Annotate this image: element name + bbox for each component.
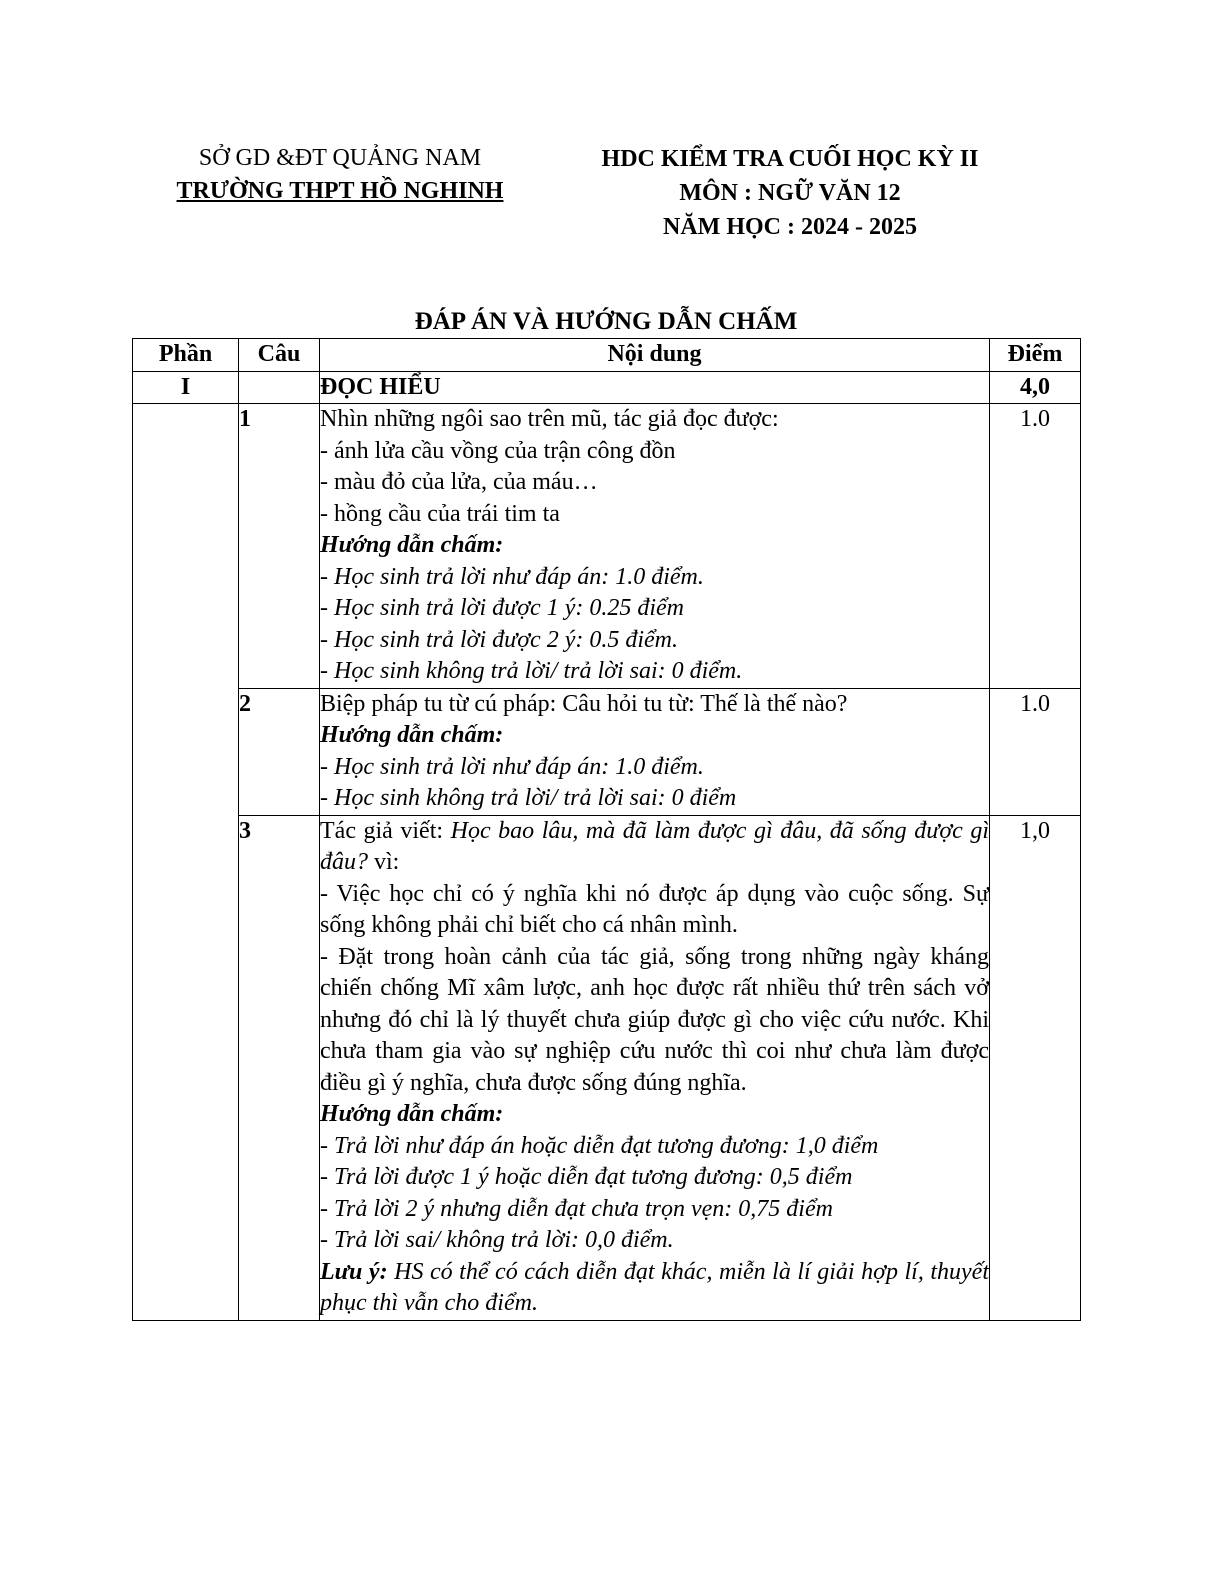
- answer-line: - màu đỏ của lửa, của máu…: [320, 469, 598, 495]
- answer-paragraph: - Việc học chỉ có ý nghĩa khi nó được áp dụng vào cuộc sống. Sự sống không phải chỉ biết cho cá nhân mình.: [320, 880, 989, 938]
- intro-quote: Học bao lâu, mà đã làm được gì đâu, đã sống được gì đâu?: [320, 817, 989, 875]
- guide-label: Hướng dẫn chấm:: [320, 1101, 504, 1127]
- question-number: 1: [239, 404, 320, 689]
- answer-intro: [320, 816, 989, 879]
- intro-text: Tác giả viết:: [320, 817, 451, 844]
- section-content: ĐỌC HIỂU: [320, 371, 990, 404]
- header-noi-dung: Nội dung: [320, 339, 990, 372]
- guide-line: - Trả lời như đáp án hoặc diễn đạt tương đương: 1,0 điểm: [320, 1132, 879, 1159]
- question-score: 1.0: [990, 688, 1081, 815]
- answer-line: - ánh lửa cầu vồng của trận công đồn: [320, 437, 676, 464]
- question-number: 3: [239, 815, 320, 1320]
- guide-line: - Học sinh trả lời được 1 ý: 0.25 điểm: [320, 595, 684, 621]
- question-content: [320, 404, 990, 689]
- question-score: 1.0: [990, 404, 1081, 689]
- question-row-2: [133, 688, 1081, 815]
- section-row: [133, 371, 1081, 404]
- question-number: 2: [239, 688, 320, 815]
- department-name: SỞ GD &ĐT QUẢNG NAM: [198, 145, 482, 171]
- question-content: [320, 688, 990, 815]
- answer-line: Biệp pháp tu từ cú pháp: Câu hỏi tu từ: Thế là thế nào?: [320, 690, 848, 717]
- guide-line: - Trả lời sai/ không trả lời: 0,0 điểm.: [320, 1227, 674, 1253]
- question-score: 1,0: [990, 815, 1081, 1320]
- answer-line: Nhìn những ngôi sao trên mũ, tác giả đọc được:: [320, 406, 779, 432]
- section-score: 4,0: [990, 371, 1081, 404]
- header-cau: Câu: [239, 339, 320, 372]
- answer-paragraph: - Đặt trong hoàn cảnh của tác giả, sống trong những ngày kháng chiến chống Mĩ xâm lược, anh học được rất nhiều thứ trên sách vở nhưng đó chỉ là lý thuyết chưa giúp được gì cho việc cứu nước. Khi chưa tham gia vào sự nghiệp cứu nước thì coi như chưa làm được điều gì ý nghĩa, chưa được sống đúng nghĩa.: [320, 943, 989, 1096]
- guide-line: - Học sinh trả lời được 2 ý: 0.5 điểm.: [320, 626, 678, 653]
- guide-line: - Trả lời được 1 ý hoặc diễn đạt tương đương: 0,5 điểm: [320, 1164, 853, 1190]
- intro-end: vì:: [368, 849, 400, 875]
- note-label: Lưu ý:: [320, 1258, 388, 1285]
- header-phan: Phần: [133, 339, 239, 372]
- note-text: HS có thể có cách diễn đạt khác, miễn là lí giải hợp lí, thuyết phục thì vẫn cho điểm.: [320, 1258, 989, 1316]
- answer-line: - hồng cầu của trái tim ta: [320, 500, 560, 527]
- question-row-1: [133, 404, 1081, 689]
- subject-line: MÔN : NGỮ VĂN 12: [679, 180, 901, 206]
- school-year: NĂM HỌC : 2024 - 2025: [663, 214, 917, 240]
- guide-label: Hướng dẫn chấm:: [320, 722, 504, 748]
- section-cau-empty: [239, 371, 320, 404]
- grading-table: [132, 338, 1081, 1321]
- exam-title: HDC KIỂM TRA CUỐI HỌC KỲ II: [601, 146, 979, 172]
- header-right: [560, 142, 1020, 244]
- guide-line: - Học sinh không trả lời/ trả lời sai: 0 điểm: [320, 785, 737, 811]
- school-name: TRƯỜNG THPT HỒ NGHINH: [176, 178, 504, 204]
- guide-line: - Trả lời 2 ý nhưng diễn đạt chưa trọn vẹn: 0,75 điểm: [320, 1195, 833, 1222]
- guide-line: - Học sinh không trả lời/ trả lời sai: 0 điểm.: [320, 658, 743, 684]
- page-title: ĐÁP ÁN VÀ HƯỚNG DẪN CHẤM: [414, 308, 798, 335]
- header-diem: Điểm: [990, 339, 1081, 372]
- section-phan: I: [133, 371, 239, 404]
- note-line: [320, 1257, 989, 1320]
- guide-label: Hướng dẫn chấm:: [320, 532, 504, 558]
- question-row-3: [133, 815, 1081, 1320]
- phan-empty-cell: [133, 404, 239, 1321]
- guide-line: - Học sinh trả lời như đáp án: 1.0 điểm.: [320, 563, 704, 590]
- guide-line: - Học sinh trả lời như đáp án: 1.0 điểm.: [320, 753, 704, 780]
- question-content: [320, 815, 990, 1320]
- table-header-row: [133, 339, 1081, 372]
- header-left: [140, 142, 540, 208]
